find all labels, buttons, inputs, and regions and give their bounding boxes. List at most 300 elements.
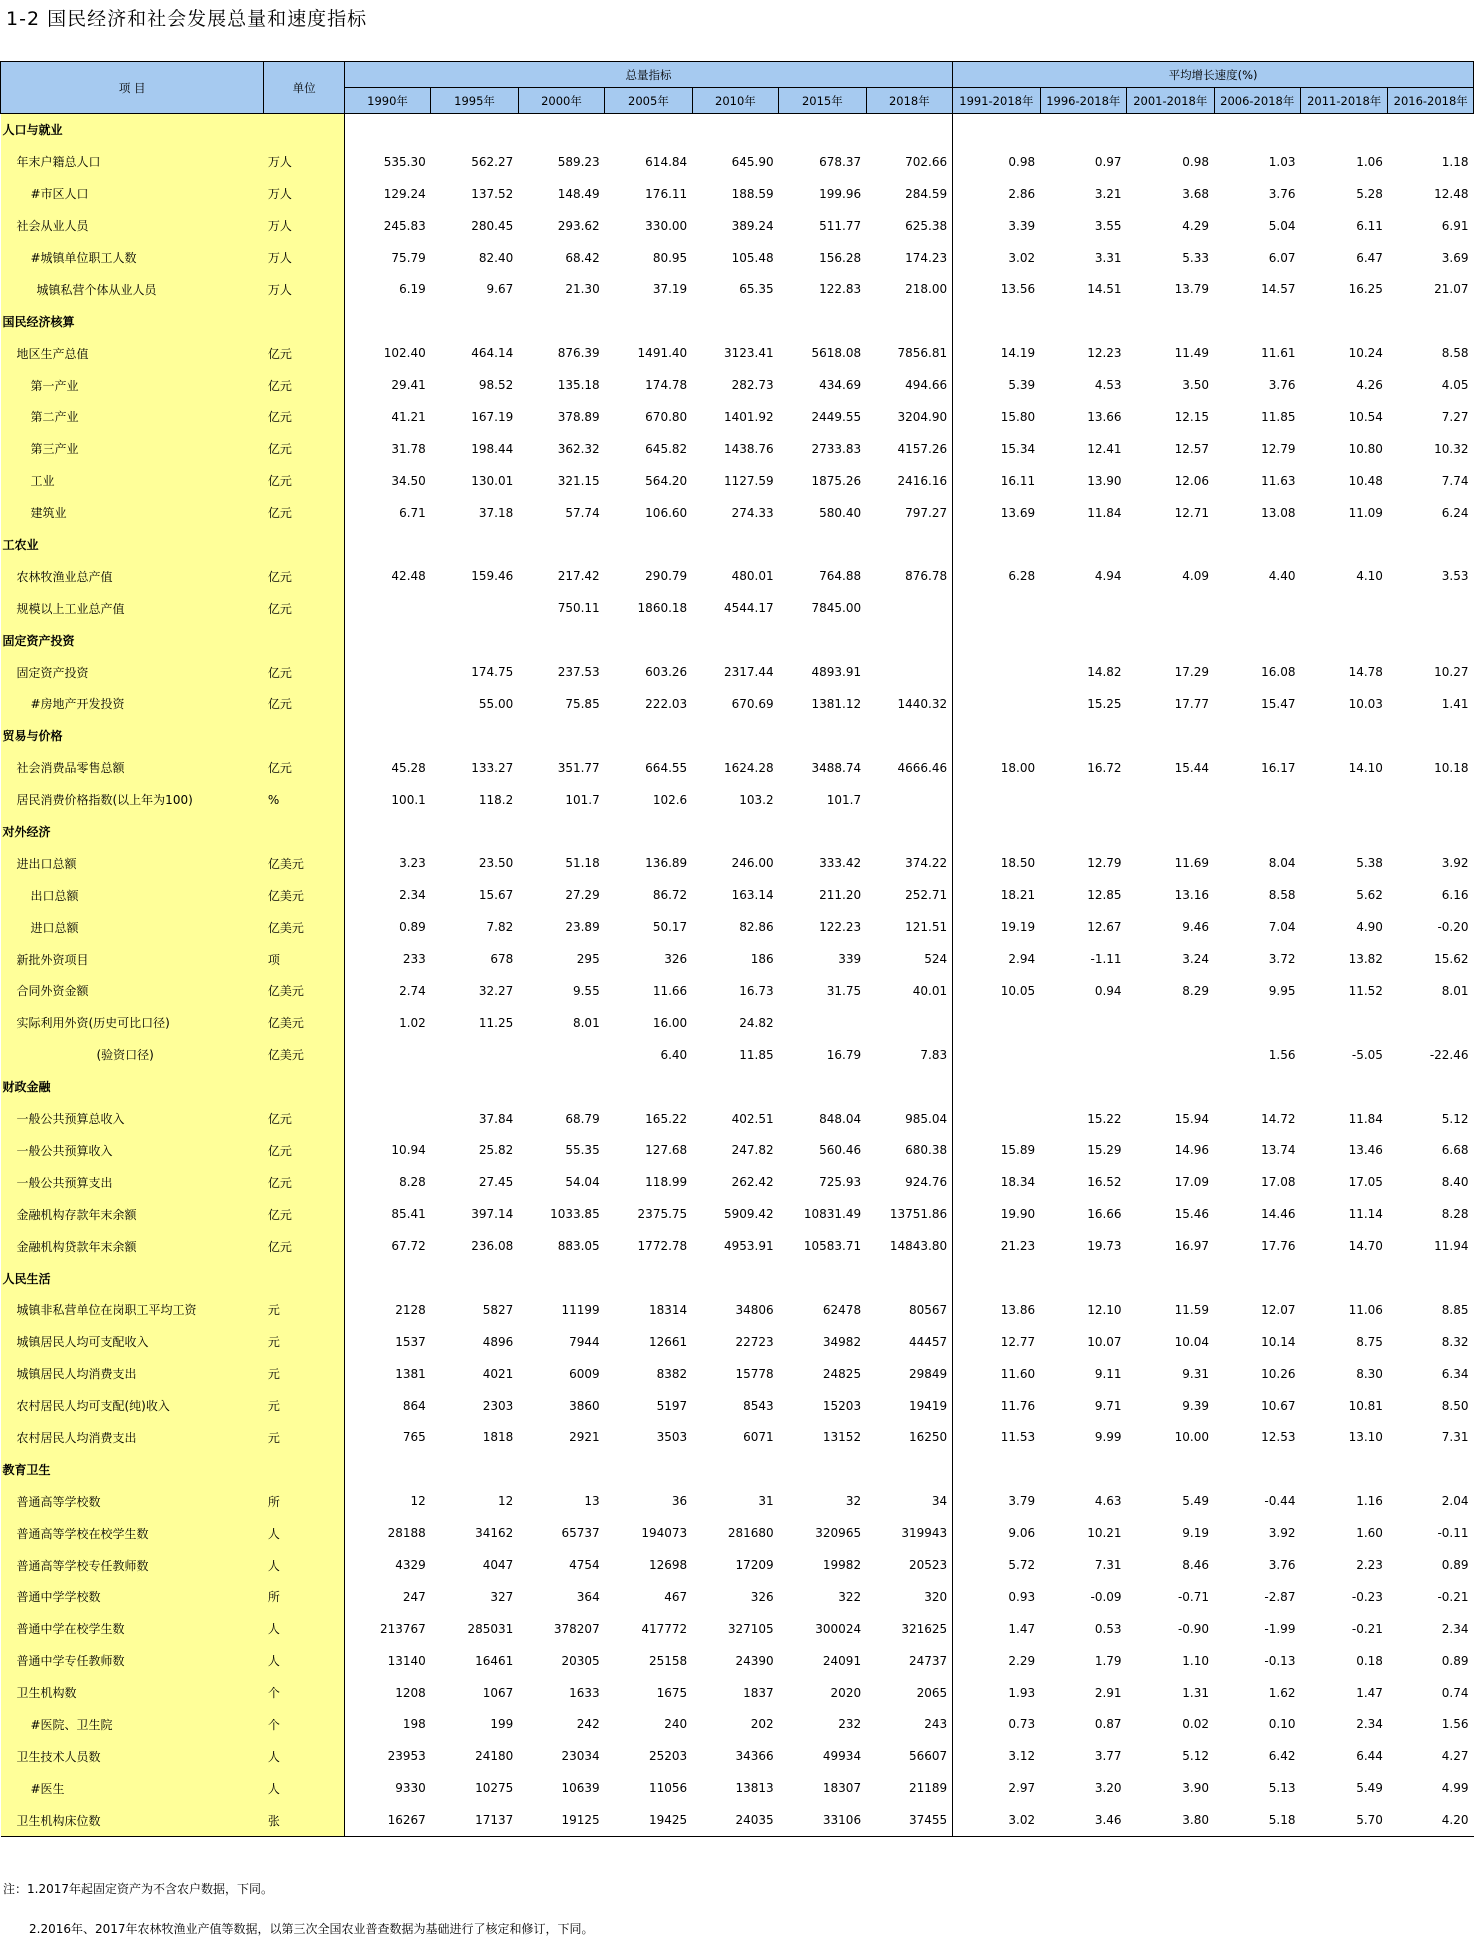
growth-value-cell: 10.21 xyxy=(1087,1526,1122,1541)
unit-cell xyxy=(264,624,344,656)
total-value-cell: 45.28 xyxy=(391,760,426,775)
total-value-cell: 240 xyxy=(664,1717,688,1732)
indicator-name: 第三产业 xyxy=(1,433,264,465)
total-value-cell: 1624.28 xyxy=(724,760,774,775)
empty-cell xyxy=(692,114,778,146)
growth-value-cell: 14.70 xyxy=(1348,1239,1383,1254)
growth-value-cell: 13.74 xyxy=(1261,1143,1296,1158)
total-value-cell: 24390 xyxy=(735,1653,774,1668)
footnotes xyxy=(3,1880,594,1960)
unit-cell xyxy=(264,1453,344,1485)
growth-value-cell: 12.06 xyxy=(1174,473,1210,488)
growth-value-cell: 17.09 xyxy=(1174,1175,1210,1190)
unit-cell: 个 xyxy=(264,1709,344,1741)
total-value-cell: 102.6 xyxy=(652,792,688,807)
growth-value-cell: 3.53 xyxy=(1441,569,1469,584)
growth-value-cell: 3.92 xyxy=(1441,856,1469,871)
header-unit: 单位 xyxy=(264,62,344,114)
growth-value-cell: 0.74 xyxy=(1441,1685,1469,1700)
total-value-cell: 105.48 xyxy=(731,250,774,265)
empty-cell xyxy=(866,529,953,561)
table-row xyxy=(1,1103,1474,1135)
total-value-cell: 25158 xyxy=(648,1653,688,1668)
category-row xyxy=(1,529,1474,561)
growth-value-cell: 8.58 xyxy=(1441,346,1469,361)
total-value-cell: 480.01 xyxy=(731,569,774,584)
total-value-cell xyxy=(344,656,430,688)
empty-cell xyxy=(518,1071,604,1103)
empty-cell xyxy=(1300,305,1387,337)
total-value-cell xyxy=(866,656,953,688)
footnote-1: 注：1.2017年起固定资产为不含农户数据，下同。 xyxy=(3,1882,273,1896)
empty-cell xyxy=(431,720,518,752)
growth-value-cell: 10.26 xyxy=(1261,1366,1296,1381)
total-value-cell: 31.78 xyxy=(391,441,426,456)
growth-value-cell xyxy=(953,688,1040,720)
growth-value-cell: 5.12 xyxy=(1441,1111,1469,1126)
total-value-cell: 524 xyxy=(924,952,948,967)
empty-cell xyxy=(692,624,778,656)
total-value-cell: 285031 xyxy=(467,1621,514,1636)
total-value-cell: 122.23 xyxy=(819,920,862,935)
table-row xyxy=(1,401,1474,433)
growth-value-cell: 2.34 xyxy=(1441,1621,1469,1636)
total-value-cell: 319943 xyxy=(901,1526,948,1541)
total-value-cell: 137.52 xyxy=(471,186,514,201)
total-value-cell: 237.53 xyxy=(557,665,600,680)
empty-cell xyxy=(1214,816,1300,848)
total-value-cell: 351.77 xyxy=(557,760,600,775)
growth-value-cell xyxy=(953,656,1040,688)
indicator-name: 卫生技术人员数 xyxy=(1,1740,264,1772)
indicator-name: 城镇私营个体从业人员 xyxy=(1,273,264,305)
indicator-name: 卫生机构数 xyxy=(1,1677,264,1709)
empty-cell xyxy=(431,114,518,146)
total-value-cell: 127.68 xyxy=(645,1143,688,1158)
total-value-cell: 300024 xyxy=(815,1621,862,1636)
total-value-cell: 7.83 xyxy=(920,1047,948,1062)
total-value-cell: 118.2 xyxy=(478,792,514,807)
growth-value-cell: 13.66 xyxy=(1087,409,1122,424)
total-value-cell: 7.82 xyxy=(486,920,514,935)
growth-value-cell: 13.82 xyxy=(1348,952,1383,967)
growth-value-cell: 8.46 xyxy=(1182,1558,1210,1573)
table-row xyxy=(1,943,1474,975)
table-row xyxy=(1,975,1474,1007)
total-value-cell: 3.23 xyxy=(399,856,426,871)
total-value-cell: 37.19 xyxy=(652,282,688,297)
empty-cell xyxy=(518,114,604,146)
total-value-cell: 233 xyxy=(402,952,426,967)
empty-cell xyxy=(692,816,778,848)
growth-value-cell: 6.44 xyxy=(1356,1749,1383,1764)
growth-value-cell: 14.72 xyxy=(1261,1111,1296,1126)
total-value-cell: 65.35 xyxy=(739,282,774,297)
total-value-cell: 765 xyxy=(402,1430,426,1445)
total-value-cell: 21189 xyxy=(908,1781,948,1796)
indicator-name: 社会从业人员 xyxy=(1,210,264,242)
category-row xyxy=(1,1453,1474,1485)
total-value-cell: 1033.85 xyxy=(550,1207,600,1222)
total-value-cell: 23.89 xyxy=(565,920,600,935)
growth-value-cell: 12.48 xyxy=(1434,186,1469,201)
table-row xyxy=(1,1007,1474,1039)
growth-value-cell: 3.24 xyxy=(1182,952,1210,967)
total-value-cell: 15203 xyxy=(822,1398,862,1413)
growth-value-cell: 11.94 xyxy=(1434,1239,1469,1254)
growth-value-cell: -0.11 xyxy=(1437,1526,1469,1541)
growth-value-cell: 11.53 xyxy=(953,1422,1040,1454)
growth-value-cell: 18.34 xyxy=(953,1166,1040,1198)
total-value-cell: 7856.81 xyxy=(897,346,948,361)
total-value-cell: 3123.41 xyxy=(724,346,774,361)
total-value-cell: 165.22 xyxy=(645,1111,688,1126)
unit-cell: 亿元 xyxy=(264,401,344,433)
total-value-cell: 1837 xyxy=(743,1685,774,1700)
growth-value-cell: 8.85 xyxy=(1441,1302,1469,1317)
total-value-cell: 23034 xyxy=(561,1749,600,1764)
unit-cell: 亿美元 xyxy=(264,879,344,911)
unit-cell: 人 xyxy=(264,1517,344,1549)
growth-value-cell: 6.91 xyxy=(1441,218,1469,233)
growth-value-cell: 10.80 xyxy=(1348,441,1383,456)
empty-cell xyxy=(518,1262,604,1294)
empty-cell xyxy=(1214,114,1300,146)
indicator-name: 农林牧渔业总产值 xyxy=(1,560,264,592)
total-value-cell: 17209 xyxy=(735,1558,774,1573)
growth-value-cell: 4.27 xyxy=(1441,1749,1469,1764)
empty-cell xyxy=(866,624,953,656)
indicator-name: 固定资产投资 xyxy=(1,656,264,688)
total-value-cell: 580.40 xyxy=(819,505,862,520)
growth-value-cell: 3.72 xyxy=(1268,952,1296,967)
growth-value-cell: 12.67 xyxy=(1087,920,1122,935)
total-value-cell: 262.42 xyxy=(731,1175,774,1190)
unit-cell xyxy=(264,1071,344,1103)
total-value-cell: 13152 xyxy=(822,1430,862,1445)
empty-cell xyxy=(1040,114,1126,146)
growth-value-cell: 7.31 xyxy=(1094,1558,1122,1573)
empty-cell xyxy=(344,624,430,656)
empty-cell xyxy=(1388,305,1474,337)
growth-value-cell: 5.12 xyxy=(1182,1749,1210,1764)
growth-value-cell: 12.10 xyxy=(1087,1302,1122,1317)
empty-cell xyxy=(1040,305,1126,337)
growth-value-cell: 11.09 xyxy=(1348,505,1383,520)
total-value-cell: 295 xyxy=(576,952,600,967)
growth-value-cell: -0.71 xyxy=(1177,1589,1210,1604)
indicator-name: 出口总额 xyxy=(1,879,264,911)
empty-cell xyxy=(866,720,953,752)
total-value-cell: 29.41 xyxy=(391,378,426,393)
total-value-cell: 417772 xyxy=(641,1621,688,1636)
header-period: 1996-2018年 xyxy=(1040,88,1126,114)
unit-cell: 亿美元 xyxy=(264,1007,344,1039)
empty-cell xyxy=(1214,529,1300,561)
empty-cell xyxy=(344,1071,430,1103)
growth-value-cell: -0.90 xyxy=(1177,1621,1210,1636)
total-value-cell: 560.46 xyxy=(819,1143,862,1158)
total-value-cell: 9330 xyxy=(395,1781,426,1796)
empty-cell xyxy=(1127,305,1214,337)
growth-value-cell: 7.31 xyxy=(1441,1430,1469,1445)
empty-cell xyxy=(1040,1453,1126,1485)
growth-value-cell: 3.76 xyxy=(1268,1558,1296,1573)
growth-value-cell: 12.85 xyxy=(1087,888,1122,903)
total-value-cell: 80567 xyxy=(908,1302,948,1317)
growth-value-cell: 0.94 xyxy=(1094,983,1122,998)
growth-value-cell: 16.66 xyxy=(1087,1207,1122,1222)
total-value-cell: 327 xyxy=(490,1589,514,1604)
growth-value-cell: 3.55 xyxy=(1094,218,1122,233)
growth-value-cell: 3.76 xyxy=(1268,186,1296,201)
category-row xyxy=(1,1262,1474,1294)
growth-value-cell: 5.39 xyxy=(953,369,1040,401)
total-value-cell: 389.24 xyxy=(731,218,774,233)
growth-value-cell: 18.21 xyxy=(953,879,1040,911)
empty-cell xyxy=(518,624,604,656)
growth-value-cell: 16.72 xyxy=(1087,760,1122,775)
growth-value-cell: 4.20 xyxy=(1388,1804,1474,1836)
growth-value-cell: 11.84 xyxy=(1348,1111,1383,1126)
growth-value-cell: 1.56 xyxy=(1268,1047,1296,1062)
total-value-cell: 564.20 xyxy=(645,473,688,488)
total-value-cell: 670.69 xyxy=(731,696,774,711)
header-year: 1990年 xyxy=(344,88,430,114)
total-value-cell: 985.04 xyxy=(905,1111,948,1126)
growth-value-cell: 9.46 xyxy=(1182,920,1210,935)
growth-value-cell: 12.07 xyxy=(1261,1302,1296,1317)
total-value-cell: 864 xyxy=(402,1398,426,1413)
total-value-cell: 194073 xyxy=(641,1526,688,1541)
growth-value-cell: 15.62 xyxy=(1434,952,1469,967)
total-value-cell: 19982 xyxy=(822,1558,862,1573)
unit-cell: 亿元 xyxy=(264,592,344,624)
growth-value-cell: 1.47 xyxy=(1356,1685,1383,1700)
total-value-cell: 1772.78 xyxy=(637,1239,688,1254)
header-period: 2006-2018年 xyxy=(1214,88,1300,114)
total-value-cell: 434.69 xyxy=(819,378,862,393)
unit-cell: 亿元 xyxy=(264,656,344,688)
indicator-name: 城镇非私营单位在岗职工平均工资 xyxy=(1,1294,264,1326)
empty-cell xyxy=(953,1071,1040,1103)
total-value-cell: 252.71 xyxy=(905,888,948,903)
total-value-cell: 9.67 xyxy=(486,282,514,297)
growth-value-cell xyxy=(1214,592,1300,624)
growth-value-cell: 10.48 xyxy=(1348,473,1383,488)
total-value-cell: 34162 xyxy=(475,1526,514,1541)
unit-cell: 元 xyxy=(264,1326,344,1358)
total-value-cell: 242 xyxy=(576,1717,600,1732)
growth-value-cell: 17.29 xyxy=(1174,665,1210,680)
empty-cell xyxy=(1388,1262,1474,1294)
growth-value-cell: -0.23 xyxy=(1351,1589,1383,1604)
total-value-cell: 222.03 xyxy=(645,696,688,711)
indicator-name: 第一产业 xyxy=(1,369,264,401)
unit-cell: 项 xyxy=(264,943,344,975)
unit-cell: 万人 xyxy=(264,273,344,305)
total-value-cell: 333.42 xyxy=(819,856,862,871)
table-row xyxy=(1,560,1474,592)
total-value-cell: 378.89 xyxy=(557,409,600,424)
unit-cell: 亿元 xyxy=(264,1135,344,1167)
total-value-cell: 156.28 xyxy=(819,250,862,265)
indicator-name: 城镇居民人均消费支出 xyxy=(1,1358,264,1390)
total-value-cell: 464.14 xyxy=(471,346,514,361)
empty-cell xyxy=(518,305,604,337)
growth-value-cell: 9.71 xyxy=(1094,1398,1122,1413)
total-value-cell: 20523 xyxy=(908,1558,948,1573)
empty-cell xyxy=(1214,1453,1300,1485)
category-label: 教育卫生 xyxy=(1,1453,264,1485)
total-value-cell: 535.30 xyxy=(383,154,426,169)
total-value-cell: 12 xyxy=(410,1494,426,1509)
growth-value-cell: 5.49 xyxy=(1182,1494,1210,1509)
table-row xyxy=(1,1326,1474,1358)
total-value-cell: 4157.26 xyxy=(897,441,948,456)
growth-value-cell: 18.50 xyxy=(953,847,1040,879)
growth-value-cell: 12.15 xyxy=(1174,409,1210,424)
growth-value-cell: 1.16 xyxy=(1356,1494,1383,1509)
empty-cell xyxy=(344,816,430,848)
total-value-cell: 49934 xyxy=(822,1749,862,1764)
growth-value-cell: 4.53 xyxy=(1094,378,1122,393)
growth-value-cell: 10.05 xyxy=(953,975,1040,1007)
growth-value-cell: 6.42 xyxy=(1268,1749,1296,1764)
indicator-name: 社会消费品零售总额 xyxy=(1,752,264,784)
indicator-name: 一般公共预算总收入 xyxy=(1,1103,264,1135)
growth-value-cell: 3.92 xyxy=(1268,1526,1296,1541)
empty-cell xyxy=(518,816,604,848)
category-row xyxy=(1,624,1474,656)
empty-cell xyxy=(1040,1262,1126,1294)
total-value-cell: 12661 xyxy=(648,1334,688,1349)
growth-value-cell: 8.30 xyxy=(1356,1366,1383,1381)
total-value-cell: 5618.08 xyxy=(811,346,862,361)
growth-value-cell: 19.19 xyxy=(953,911,1040,943)
total-value-cell: 1537 xyxy=(395,1334,426,1349)
total-value-cell: 876.78 xyxy=(905,569,948,584)
growth-value-cell: 14.57 xyxy=(1261,282,1296,297)
total-value-cell: 2065 xyxy=(916,1685,948,1700)
growth-value-cell: 0.02 xyxy=(1182,1717,1210,1732)
total-value-cell: 136.89 xyxy=(645,856,688,871)
growth-value-cell xyxy=(1040,784,1126,816)
total-value-cell: 293.62 xyxy=(557,218,600,233)
growth-value-cell: 8.28 xyxy=(1441,1207,1469,1222)
total-value-cell: 34366 xyxy=(735,1749,774,1764)
total-value-cell: 8.28 xyxy=(399,1175,426,1190)
total-value-cell: 82.40 xyxy=(478,250,514,265)
empty-cell xyxy=(1388,529,1474,561)
total-value-cell: 186 xyxy=(750,952,774,967)
total-value-cell: 562.27 xyxy=(471,154,514,169)
growth-value-cell: 1.18 xyxy=(1441,154,1469,169)
growth-value-cell: 3.46 xyxy=(1040,1804,1126,1836)
growth-value-cell: 3.21 xyxy=(1094,186,1122,201)
growth-value-cell: 12.71 xyxy=(1174,505,1210,520)
growth-value-cell: 12.23 xyxy=(1087,346,1122,361)
total-value-cell: 40.01 xyxy=(912,983,948,998)
growth-value-cell: 1.93 xyxy=(953,1677,1040,1709)
unit-cell: 万人 xyxy=(264,178,344,210)
total-value-cell: 236.08 xyxy=(471,1239,514,1254)
growth-value-cell: 1.31 xyxy=(1182,1685,1210,1700)
table-row xyxy=(1,465,1474,497)
table-row xyxy=(1,1709,1474,1741)
table-row xyxy=(1,752,1474,784)
growth-value-cell: 21.23 xyxy=(953,1230,1040,1262)
total-value-cell: 32 xyxy=(845,1494,862,1509)
unit-cell xyxy=(264,816,344,848)
growth-value-cell: 11.63 xyxy=(1261,473,1296,488)
total-value-cell: 247.82 xyxy=(731,1143,774,1158)
total-value-cell: 6009 xyxy=(569,1366,600,1381)
total-value-cell: 3488.74 xyxy=(811,760,862,775)
growth-value-cell: 3.31 xyxy=(1094,250,1122,265)
growth-value-cell xyxy=(1040,592,1126,624)
empty-cell xyxy=(605,624,692,656)
total-value-cell: 28188 xyxy=(387,1526,426,1541)
total-value-cell: 16.73 xyxy=(739,983,774,998)
total-value-cell: 4754 xyxy=(569,1558,600,1573)
total-value-cell xyxy=(431,1039,518,1071)
indicator-name: 建筑业 xyxy=(1,497,264,529)
growth-value-cell: 11.59 xyxy=(1174,1302,1210,1317)
empty-cell xyxy=(518,1453,604,1485)
header-growth-group: 平均增长速度(%) xyxy=(953,62,1474,88)
total-value-cell: 135.18 xyxy=(557,378,600,393)
indicator-name: 普通高等学校专任教师数 xyxy=(1,1549,264,1581)
total-value-cell: 1438.76 xyxy=(724,441,774,456)
total-value-cell: 41.21 xyxy=(391,409,426,424)
growth-value-cell: 0.93 xyxy=(953,1581,1040,1613)
empty-cell xyxy=(1127,114,1214,146)
table-row xyxy=(1,1677,1474,1709)
total-value-cell: 16.00 xyxy=(652,1015,688,1030)
growth-value-cell: 7.74 xyxy=(1441,473,1469,488)
growth-value-cell: 6.28 xyxy=(953,560,1040,592)
total-value-cell xyxy=(518,1039,604,1071)
growth-value-cell: 3.02 xyxy=(953,242,1040,274)
growth-value-cell: 16.52 xyxy=(1087,1175,1122,1190)
growth-value-cell xyxy=(1214,784,1300,816)
total-value-cell: 174.78 xyxy=(645,378,688,393)
growth-value-cell: 15.29 xyxy=(1087,1143,1122,1158)
category-label: 财政金融 xyxy=(1,1071,264,1103)
total-value-cell: 11056 xyxy=(648,1781,688,1796)
growth-value-cell: 0.53 xyxy=(1094,1621,1122,1636)
growth-value-cell: 1.60 xyxy=(1356,1526,1383,1541)
total-value-cell: 11.66 xyxy=(652,983,688,998)
growth-value-cell: 5.18 xyxy=(1214,1804,1300,1836)
indicator-name: 工业 xyxy=(1,465,264,497)
growth-value-cell: 1.10 xyxy=(1182,1653,1210,1668)
empty-cell xyxy=(866,114,953,146)
total-value-cell: 1401.92 xyxy=(724,409,774,424)
growth-value-cell: -0.20 xyxy=(1437,920,1469,935)
table-row xyxy=(1,1581,1474,1613)
growth-value-cell: 3.50 xyxy=(1182,378,1210,393)
empty-cell xyxy=(779,1453,866,1485)
total-value-cell: 467 xyxy=(664,1589,688,1604)
growth-value-cell: 11.60 xyxy=(953,1358,1040,1390)
total-value-cell xyxy=(344,1039,430,1071)
total-value-cell: 16.79 xyxy=(826,1047,862,1062)
total-value-cell: 6.40 xyxy=(660,1047,688,1062)
unit-cell: 元 xyxy=(264,1422,344,1454)
indicator-name: 农村居民人均消费支出 xyxy=(1,1422,264,1454)
